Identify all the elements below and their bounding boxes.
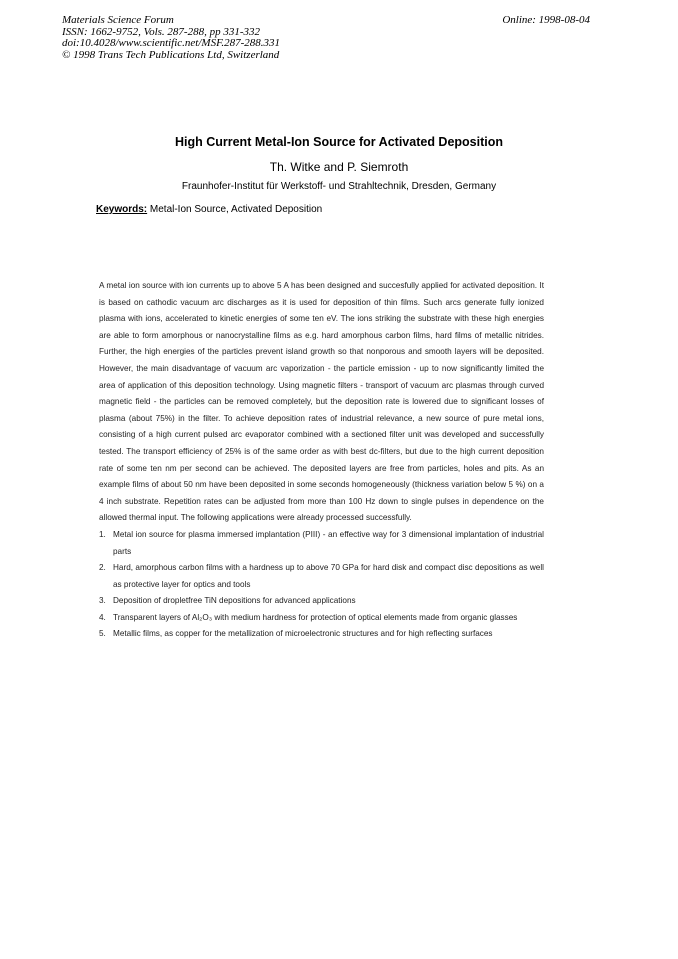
keywords-label: Keywords: [96, 204, 148, 215]
list-item-number: 5. [99, 629, 106, 639]
paper-title: High Current Metal-Ion Source for Activated Deposition [174, 135, 504, 149]
list-item [99, 593, 544, 610]
list-item [99, 527, 544, 560]
keywords-line [96, 204, 322, 215]
online-date: Online: 1998-08-04 [502, 14, 590, 26]
list-item-number: 4. [99, 612, 106, 622]
list-item [99, 610, 544, 627]
applications-list [99, 527, 544, 643]
keywords-text: Metal-Ion Source, Activated Deposition [147, 204, 323, 215]
list-item [99, 560, 544, 593]
copyright-line: © 1998 Trans Tech Publications Ltd, Switzerland [62, 48, 280, 61]
list-item-text: Metal ion source for plasma immersed implantation (PIII) - an effective way for 3 dimensional implantation of industrial parts [113, 529, 544, 556]
list-item-text: Hard, amorphous carbon films with a hardness up to above 70 GPa for hard disk and compact disc depositions as well as protective layer for optics and tools [113, 563, 544, 589]
list-item-number: 2. [99, 563, 106, 573]
abstract-paragraph: A metal ion source with ion currents up to above 5 A has been designed and succesfully applied for activated deposition. It is based on cathodic vacuum arc discharges as it is used for deposition of thin films. Such arcs generate fully ionized plasma with ions, accelerated to kinetic energies of some ten eV. The ions striking the substrate with these high energies are able to form amorphous or nanocrystalline films as e.g. hard amorphous carbon films, hard films of metallic nitrides. Further, the high energies of the particles prevent island growth so that nonporous and smooth layers will be deposited. However, the main disadvantage of vacuum arc vaporization - the particle emission - up to now significantly limited the area of application of this deposition technology. Using magnetic filters - transport of vacuum arc plasmas through curved magnetic field - the particles can be removed completely, but the deposition rate is lowered due to significant losses of plasma (about 75%) in the filter. To achieve deposition rates of industrial relevance, a new source of pure metal ions, consisting of a high current pulsed arc evaporator combined with a sectioned filter unit was developed and successfully tested. The transport efficiency of 25% is of the same order as with best dc-filters, but due to the high current deposition rate of some ten nm per second can be achieved. The deposited layers are free from particles, holes and pits. As an example films of about 50 nm have been deposited in some seconds homogeneously (thickness variation below 5 %) on a 4 inch substrate. Repetition rates can be adjusted from more than 100 Hz down to single pulses in dependence on the allowed thermal input. The following applications were already processed successfully. [99, 281, 544, 523]
list-item-text: Deposition of dropletfree TiN depositions for advanced applications [113, 596, 356, 606]
list-item-number: 1. [99, 529, 106, 539]
list-item-number: 3. [99, 596, 106, 606]
list-item-text: Transparent layers of Al₂O₃ with medium hardness for protection of optical elements made from organic glasses [113, 612, 518, 622]
journal-name: Materials Science Forum [62, 14, 174, 26]
paper-authors: Th. Witke and P. Siemroth [269, 160, 409, 174]
list-item [99, 626, 544, 643]
list-item-text: Metallic films, as copper for the metallization of microelectronic structures and for high reflecting surfaces [113, 629, 493, 639]
doi-line[interactable]: doi:10.4028/www.scientific.net/MSF.287-288.331 [62, 37, 281, 49]
citation-header [62, 15, 590, 61]
issn-line: ISSN: 1662-9752, Vols. 287-288, pp 331-332 [62, 25, 260, 38]
abstract-body [99, 278, 544, 643]
author-affiliation: Fraunhofer-Institut für Werkstoff- und Strahltechnik, Dresden, Germany [181, 181, 497, 192]
